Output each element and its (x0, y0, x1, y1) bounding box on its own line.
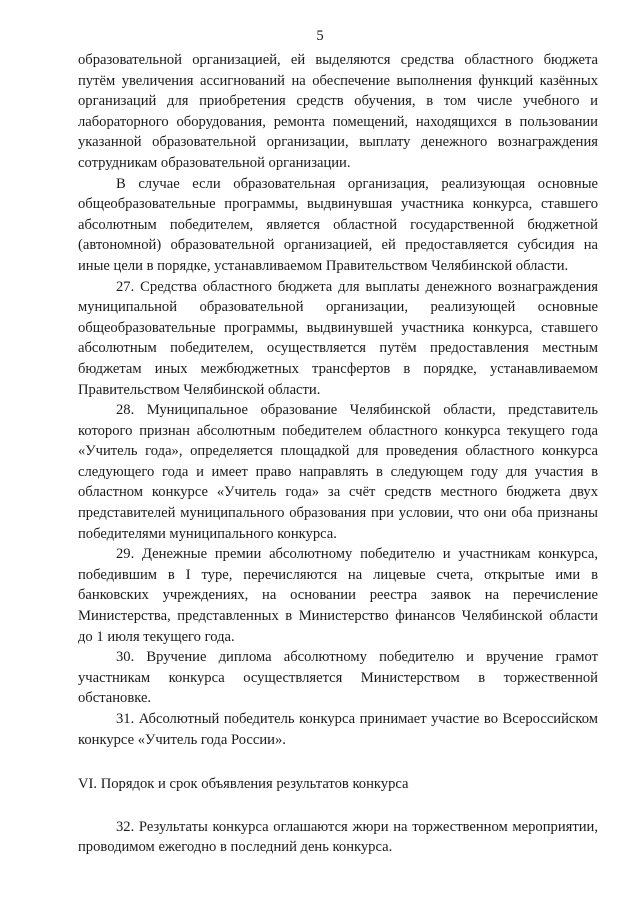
paragraph-29: 29. Денежные премии абсолютному победителю и участникам конкурса, победившим в I туре, перечисляются на лицевые счета, открытые ими в банковских учреждениях, на основании реестра заявок на перечисление Министерства, представленных в Министерство финансов Челябинской области до 1 июля текущего года. (78, 546, 598, 645)
document-body (78, 50, 598, 858)
paragraph-27: 27. Средства областного бюджета для выплаты денежного вознаграждения муниципальной образовательной организации, реализующей основные общеобразовательные программы, выдвинувшей участника конкурса, ставшего абсолютным победителем, осуществляется путём предоставления местным бюджетам иных межбюджетных трансфертов в порядке, устанавливаемом Правительством Челябинской области. (78, 278, 598, 398)
section-heading: VI. Порядок и срок объявления результатов конкурса (78, 776, 409, 793)
paragraph-continuation: образовательной организацией, ей выделяются средства областного бюджета путём увеличения ассигнований на обеспечение выполнения функций казённых организаций для приобретения средств обучения, в том числе учебного и лабораторного оборудования, ремонта помещений, находящихся в пользовании указанной образовательной организации, выплату денежного вознаграждения сотрудникам образовательной организации. (78, 52, 598, 171)
paragraph-subsidy: В случае если образовательная организация, реализующая основные общеобразовательные программы, выдвинувшая участника конкурса, ставшего абсолютным победителем, является областной государственной бюджетной (автономной) образовательной организацией, ей предоставляется субсидия на иные цели в порядке, устанавливаемом Правительством Челябинской области. (78, 175, 598, 274)
paragraph-32: 32. Результаты конкурса оглашаются жюри на торжественном мероприятии, проводимом ежегодно в последний день конкурса. (78, 818, 598, 856)
paragraph-30: 30. Вручение диплома абсолютному победителю и вручение грамот участникам конкурса осуществляется Министерством в торжественной обстановке. (78, 649, 598, 707)
paragraph-28: 28. Муниципальное образование Челябинской области, представитель которого признан абсолютным победителем областного конкурса текущего года «Учитель года», определяется площадкой для проведения областного конкурса следующего года и имеет право направлять в следующем году для участия в областном конкурсе «Учитель года» за счёт средств местного бюджета двух представителей муниципального образования при условии, что они оба признаны победителями муниципального конкурса. (78, 402, 598, 542)
paragraph-31: 31. Абсолютный победитель конкурса принимает участие во Всероссийском конкурсе «Учитель года России». (78, 711, 598, 748)
page-number: 5 (316, 28, 324, 44)
